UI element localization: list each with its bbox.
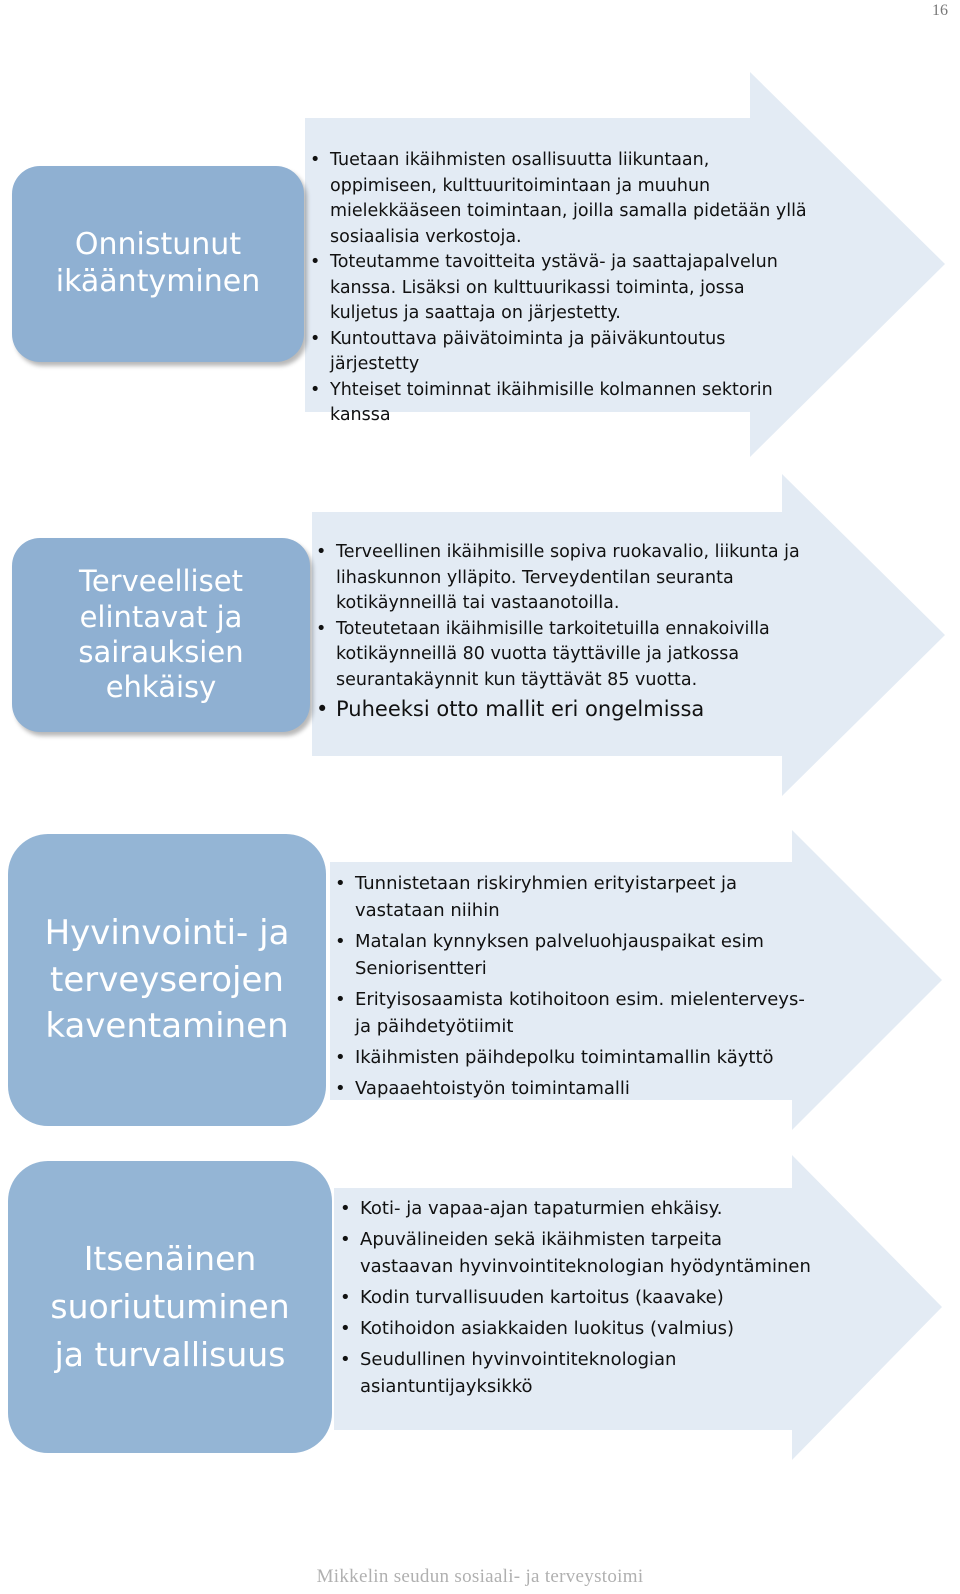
- list-item: • Kuntouttava päivätoiminta ja päiväkuntoutus järjestetty: [308, 327, 808, 378]
- list-item: • Apuvälineiden sekä ikäihmisten tarpeita vastaavan hyvinvointiteknologian hyödyntäminen: [338, 1226, 818, 1280]
- category-box: [8, 834, 326, 1126]
- list-item: • Tuetaan ikäihmisten osallisuutta liikuntaan, oppimiseen, kulttuuritoimintaan ja muuhun mielekkääseen toimintaan, joilla samalla pidetään yllä sosiaalisia verkostoja.: [308, 148, 808, 250]
- bullet-list: [333, 870, 823, 1102]
- category-title: Itsenäinen suoriutuminen ja turvallisuus: [50, 1238, 290, 1375]
- list-item: • Terveellinen ikäihmisille sopiva ruokavalio, liikunta ja lihaskunnon ylläpito. Terveydentilan seuranta kotikäynneillä tai vastaanotoilla.: [314, 540, 824, 617]
- list-item: • Vapaaehtoistyön toimintamalli: [333, 1075, 823, 1102]
- bullet-list: [308, 148, 808, 429]
- list-item: • Ikäihmisten päihdepolku toimintamallin käyttö: [333, 1044, 823, 1071]
- category-box: [12, 166, 304, 362]
- footer: Mikkelin seudun sosiaali- ja terveystoimi: [316, 1566, 644, 1587]
- list-item: • Kotihoidon asiakkaiden luokitus (valmius): [338, 1315, 818, 1342]
- category-title: Terveelliset elintavat ja sairauksien ehkäisy: [78, 564, 244, 705]
- bullet-list: [338, 1195, 818, 1400]
- page-number: 16: [932, 2, 948, 19]
- list-item: • Erityisosaamista kotihoitoon esim. mielenterveys- ja päihdetyötiimit: [333, 986, 823, 1040]
- category-title: Onnistunut ikääntyminen: [55, 227, 261, 299]
- list-item: • Matalan kynnyksen palveluohjauspaikat esim Seniorisentteri: [333, 928, 823, 982]
- list-item: • Koti- ja vapaa-ajan tapaturmien ehkäisy.: [338, 1195, 818, 1222]
- bullet-list: [314, 540, 824, 725]
- list-item: • Kodin turvallisuuden kartoitus (kaavake): [338, 1284, 818, 1311]
- section-terveelliset-elintavat: [0, 474, 960, 796]
- section-hyvinvointi-terveyserot: [0, 830, 960, 1130]
- section-onnistunut-ikaantyminen: [0, 72, 960, 457]
- list-item: • Toteutamme tavoitteita ystävä- ja saattajapalvelun kanssa. Lisäksi on kulttuurikassi toiminta, jossa kuljetus ja saattaja on järjestetty.: [308, 250, 808, 327]
- category-box: [12, 538, 310, 732]
- list-item: • Puheeksi otto mallit eri ongelmissa: [314, 693, 824, 725]
- section-itsenainen-suoriutuminen: [0, 1155, 960, 1460]
- list-item: • Seudullinen hyvinvointiteknologian asiantuntijayksikkö: [338, 1346, 818, 1400]
- category-title: Hyvinvointi- ja terveyserojen kaventaminen: [44, 912, 290, 1047]
- list-item: • Yhteiset toiminnat ikäihmisille kolmannen sektorin kanssa: [308, 378, 808, 429]
- list-item: • Tunnistetaan riskiryhmien erityistarpeet ja vastataan niihin: [333, 870, 823, 924]
- category-box: [8, 1161, 332, 1453]
- list-item: • Toteutetaan ikäihmisille tarkoitetuilla ennakoivilla kotikäynneillä 80 vuotta täyttäville ja jatkossa seurantakäynnit kun täyttävät 85 vuotta.: [314, 617, 824, 694]
